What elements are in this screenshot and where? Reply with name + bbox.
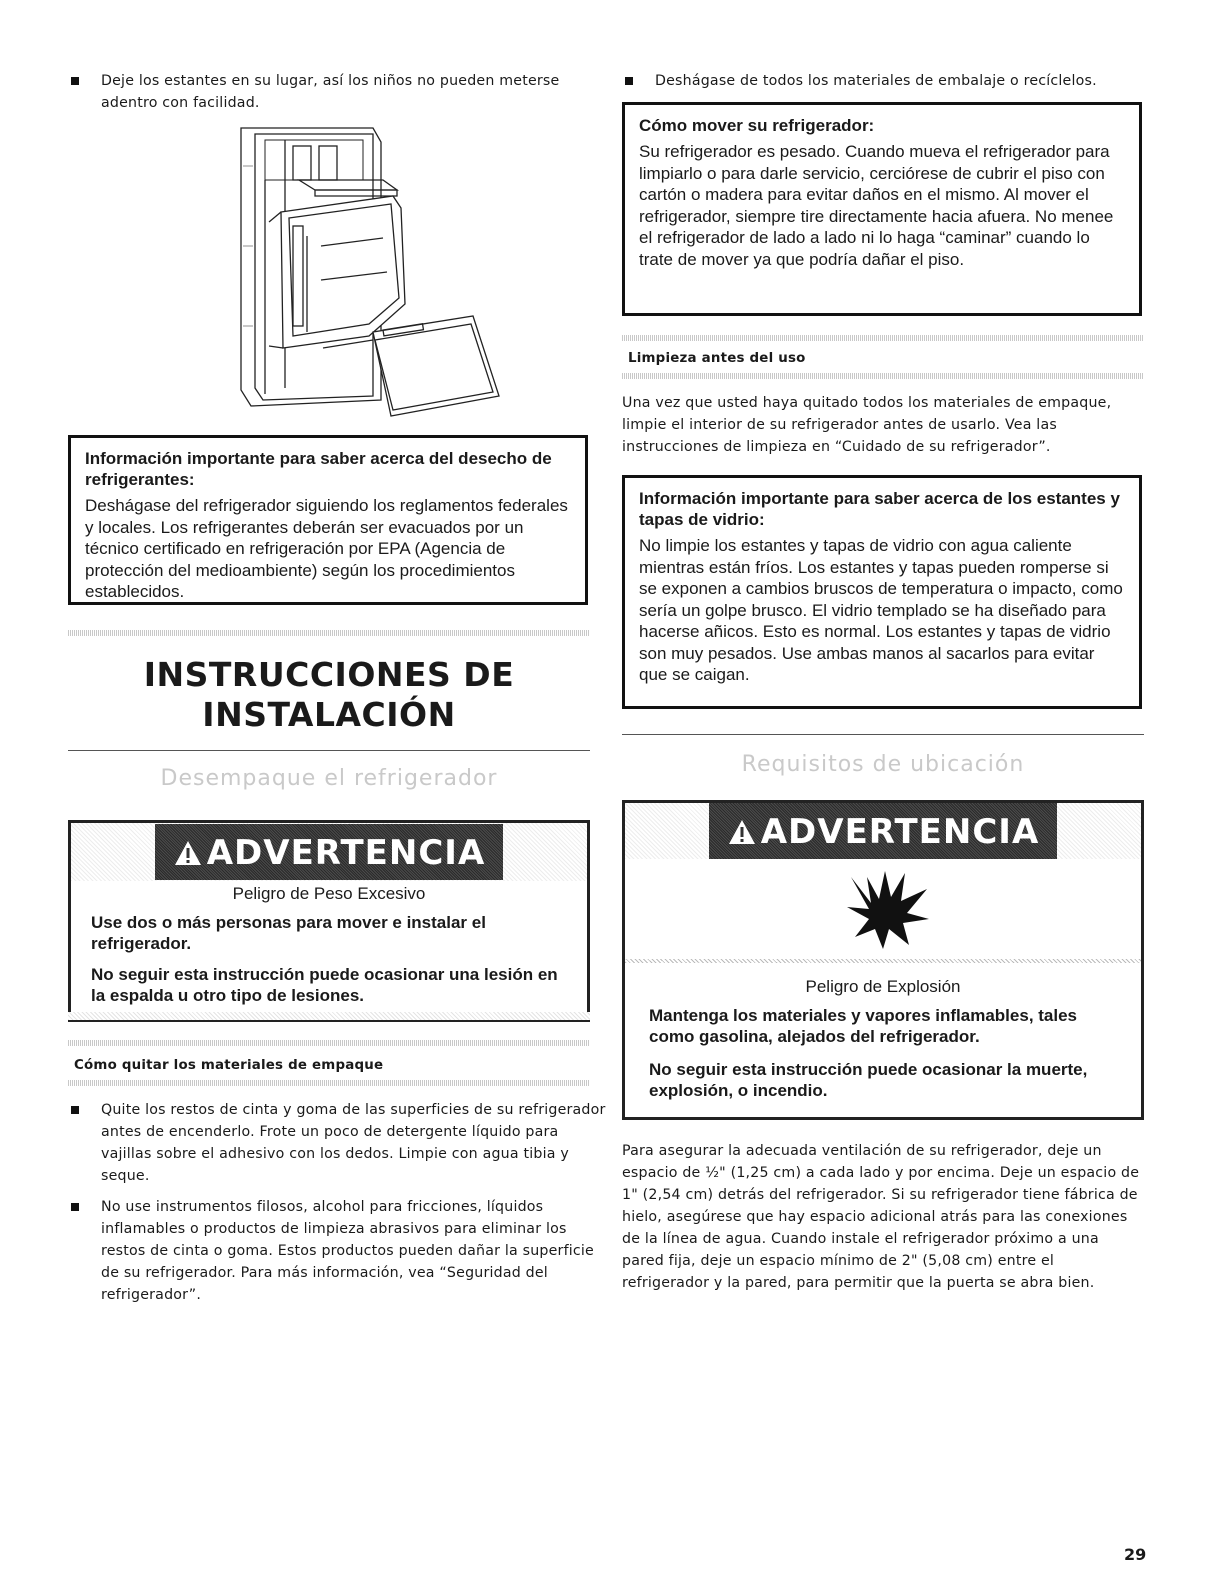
warning-triangle-icon — [173, 839, 203, 867]
page-title: INSTRUCCIONES DE INSTALACIÓN — [143, 655, 515, 734]
info-box-title: Cómo mover su refrigerador: — [639, 116, 875, 135]
refrigerator-doors-off-illustration — [223, 126, 503, 418]
section-heading-unpack: Desempaque el refrigerador — [160, 766, 498, 791]
bullet-packaging: Deshágase de todos los materiales de embalaje o recíclelos. — [622, 70, 1165, 92]
warning-triangle-icon — [727, 818, 757, 846]
subsection-cleaning: Limpieza antes del uso — [628, 351, 806, 366]
warning-pill: ADVERTENCIA — [155, 824, 504, 880]
dotted-divider — [68, 1080, 590, 1086]
warning-instruction: Use dos o más personas para mover e instalar el refrigerador. — [91, 913, 486, 953]
info-box-refrigerant-disposal — [68, 435, 588, 605]
section-heading-location: Requisitos de ubicación — [741, 752, 1025, 777]
info-box-body: Su refrigerador es pesado. Cuando mueva el refrigerador para limpiarlo o para darle servicio, cerciórese de cubrir el piso con cartón o madera para evitar daños en el mismo. Al mover el refrigerador, siempre tire directamente hacia afuera. No menee el refrigerador de lado a lado ni lo haga “caminar” cuando lo trate de mover ya que podría dañar el piso. — [639, 142, 1114, 269]
warning-banner — [625, 803, 1141, 859]
dotted-divider — [622, 373, 1144, 379]
warning-hazard-title: Peligro de Peso Excesivo — [232, 884, 426, 903]
dotted-divider — [622, 335, 1144, 341]
section-divider — [622, 734, 1144, 735]
warning-hazard-title: Peligro de Explosión — [805, 977, 961, 996]
section-divider — [68, 750, 590, 751]
explosion-icon — [843, 867, 933, 951]
dotted-divider — [68, 630, 590, 636]
warning-box-explosion — [622, 800, 1144, 1120]
bullet-no-sharp-tools: No use instrumentos filosos, alcohol para fricciones, líquidos inflamables o productos de limpieza abrasivos para eliminar los restos de cinta o goma. Estos productos pueden dañar la superficie de su refrigerador. Para más información, vea “Seguridad del refrigerador”. — [68, 1196, 611, 1306]
bullet-shelves: Deje los estantes en su lugar, así los niños no pueden meterse adentro con facilidad. — [68, 70, 611, 114]
page-number: 29 — [1124, 1545, 1147, 1564]
explosion-symbol-area — [625, 859, 1141, 963]
warning-consequence: No seguir esta instrucción puede ocasionar la muerte, explosión, o incendio. — [649, 1060, 1088, 1100]
cleaning-paragraph: Una vez que usted haya quitado todos los materiales de empaque, limpie el interior de su refrigerador antes de usarlo. Vea las instrucciones de limpieza en “Cuidado de su refrigerador”. — [622, 395, 1112, 455]
info-box-body: Deshágase del refrigerador siguiendo los reglamentos federales y locales. Los refrigerantes deberán ser evacuados por un técnico certificado en refrigeración por EPA (Agencia de protección del medioambiente) según los procedimientos establecidos. — [85, 496, 568, 601]
warning-box-weight — [68, 820, 590, 1022]
warning-pill: ADVERTENCIA — [709, 803, 1058, 859]
dotted-divider — [68, 1040, 590, 1046]
info-box-moving — [622, 102, 1142, 316]
bullet-remove-tape: Quite los restos de cinta y goma de las superficies de su refrigerador antes de encenderlo. Frote un poco de detergente líquido para vajillas sobre el adhesivo con los dedos. Limpie con agua tibia y seque. — [68, 1099, 611, 1187]
info-box-title: Información importante para saber acerca del desecho de refrigerantes: — [85, 449, 552, 489]
warning-bottom-strip — [68, 1012, 590, 1020]
info-box-title: Información importante para saber acerca de los estantes y tapas de vidrio: — [639, 489, 1120, 529]
subsection-remove-packaging: Cómo quitar los materiales de empaque — [74, 1058, 384, 1073]
warning-instruction: Mantenga los materiales y vapores inflamables, tales como gasolina, alejados del refrigerador. — [649, 1006, 1078, 1046]
info-box-body: No limpie los estantes y tapas de vidrio con agua caliente mientras están fríos. Los estantes y tapas pueden romperse si se exponen a cambios bruscos de temperatura o impacto, como sería un golpe brusco. El vidrio templado se ha diseñado para hacerse añicos. Esto es normal. Los estantes y tapas de vidrio son muy pesados. Use ambas manos al sacarlos para evitar que se caigan. — [639, 536, 1123, 684]
warning-consequence: No seguir esta instrucción puede ocasionar una lesión en la espalda u otro tipo de lesiones. — [91, 965, 558, 1005]
location-paragraph: Para asegurar la adecuada ventilación de su refrigerador, deje un espacio de ½" (1,25 cm) a cada lado y por encima. Deje un espacio de 1" (2,54 cm) detrás del refrigerador. Si su refrigerador tiene fábrica de hielo, asegúrese que hay espacio adicional atrás para las conexiones de la línea de agua. Cuando instale el refrigerador próximo a una pared fija, deje un espacio mínimo de 2" (5,08 cm) entre el refrigerador y la pared, para permitir que la puerta se abra bien. — [622, 1143, 1140, 1291]
warning-banner — [71, 823, 587, 881]
info-box-glass-shelves — [622, 475, 1142, 709]
